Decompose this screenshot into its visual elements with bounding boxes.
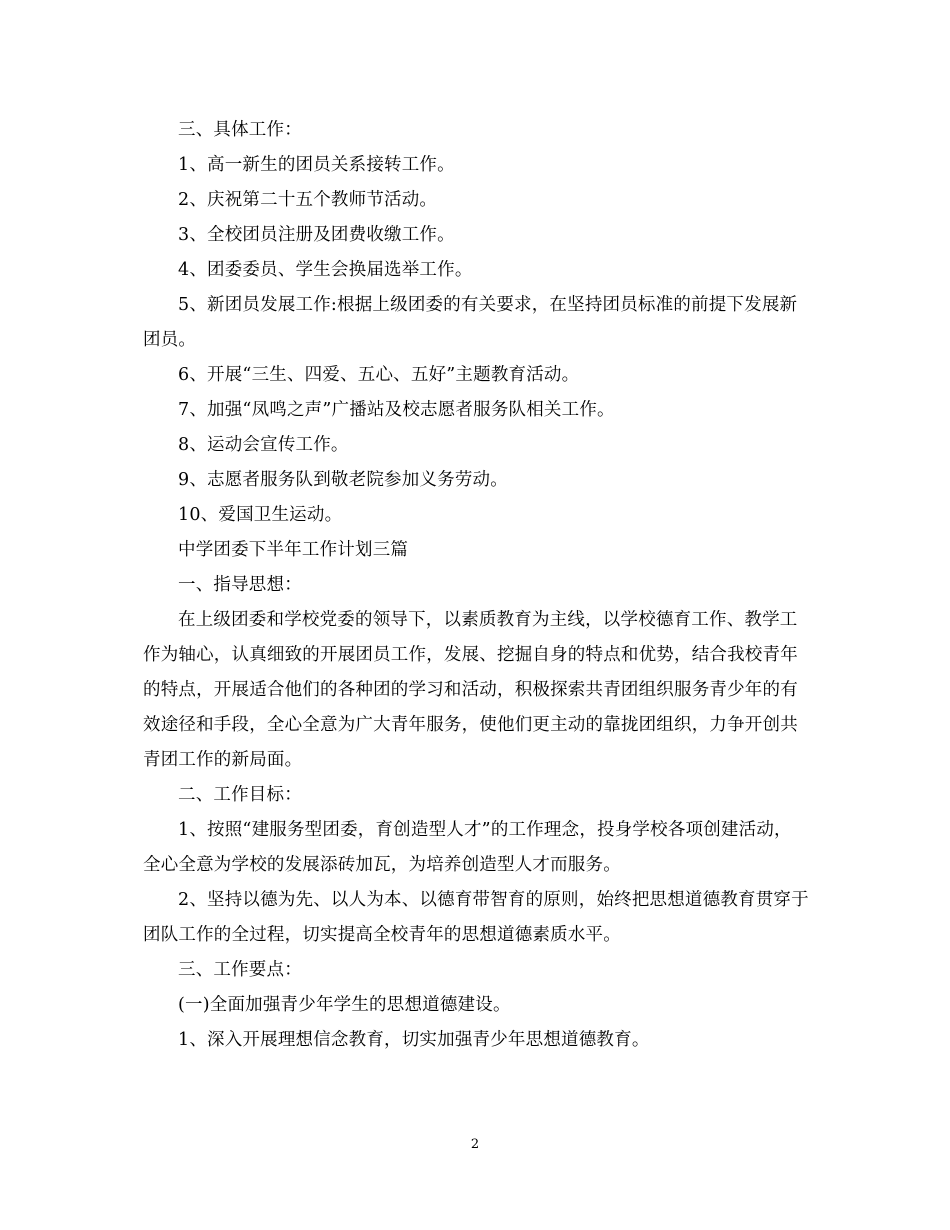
list-item: 5、新团员发展工作:根据上级团委的有关要求，在坚持团员标准的前提下发展新团员。 — [143, 295, 798, 350]
list-item: 6、开展“三生、四爱、五心、五好”主题教育活动。 — [178, 365, 580, 385]
list-item: 3、全校团员注册及团费收缴工作。 — [178, 225, 455, 245]
list-item: 9、志愿者服务队到敬老院参加义务劳动。 — [178, 470, 508, 490]
document-subtitle: 中学团委下半年工作计划三篇 — [178, 540, 409, 560]
section-heading-specific-work: 三、具体工作： — [178, 120, 302, 140]
list-item: 1、按照“建服务型团委，育创造型人才”的工作理念，投身学校各项创建活动，全心全意为学校的发展添砖加瓦，为培养创造型人才而服务。 — [143, 820, 792, 875]
subsection-heading: (一)全面加强青少年学生的思想道德建设。 — [178, 995, 511, 1015]
page-number: 2 — [470, 1137, 480, 1152]
list-item: 7、加强“凤鸣之声”广播站及校志愿者服务队相关工作。 — [178, 400, 615, 420]
list-item: 10、爱国卫生运动。 — [178, 505, 343, 525]
document-body — [143, 113, 809, 1058]
list-item: 8、运动会宣传工作。 — [178, 435, 349, 455]
list-item: 4、团委委员、学生会换届选举工作。 — [178, 260, 473, 280]
section-heading-guiding-thought: 一、指导思想： — [178, 575, 302, 595]
list-item: 2、庆祝第二十五个教师节活动。 — [178, 190, 438, 210]
list-item: 1、深入开展理想信念教育，切实加强青少年思想道德教育。 — [178, 1030, 650, 1050]
list-item: 1、高一新生的团员关系接转工作。 — [178, 155, 455, 175]
section-heading-work-goals: 二、工作目标： — [178, 785, 302, 805]
body-paragraph: 在上级团委和学校党委的领导下，以素质教育为主线，以学校德育工作、教学工作为轴心，认真细致的开展团员工作，发展、挖掘自身的特点和优势，结合我校青年的特点，开展适合他们的各种团的学习和活动，积极探索共青团组织服务青少年的有效途径和手段，全心全意为广大青年服务，使他们更主动的靠拢团组织，力争开创共青团工作的新局面。 — [143, 610, 798, 770]
section-heading-work-points: 三、工作要点： — [178, 960, 302, 980]
list-item: 2、坚持以德为先、以人为本、以德育带智育的原则，始终把思想道德教育贯穿于团队工作的全过程，切实提高全校青年的思想道德素质水平。 — [143, 890, 809, 945]
